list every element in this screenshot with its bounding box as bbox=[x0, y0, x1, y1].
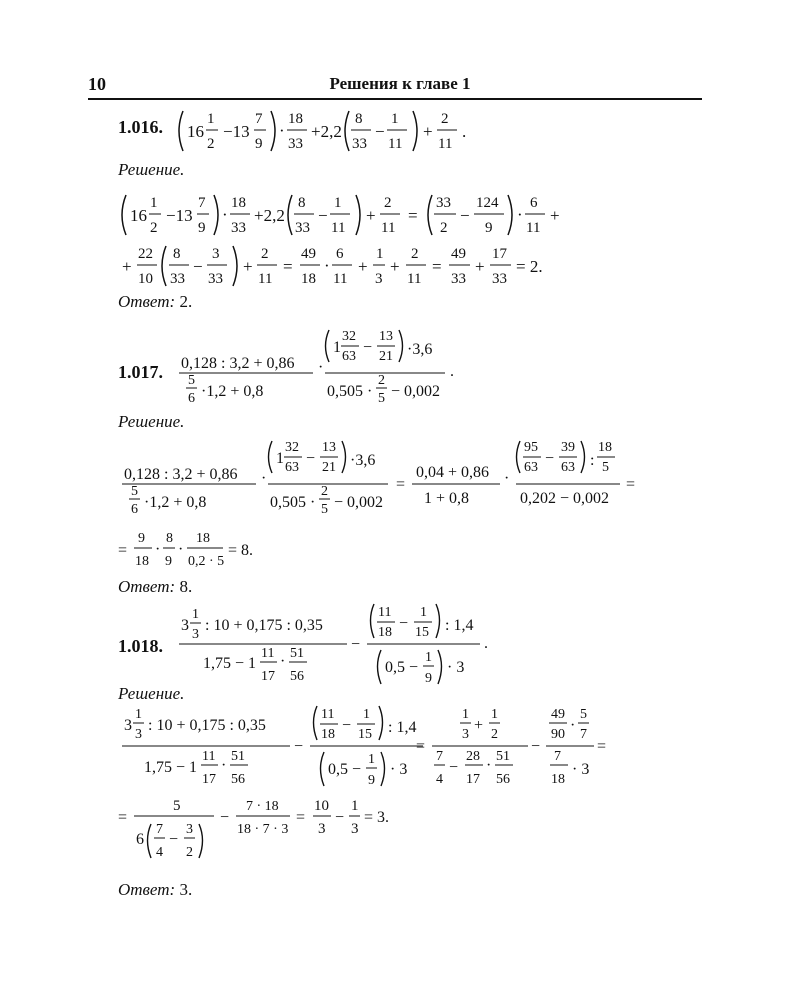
svg-text:=: = bbox=[416, 738, 426, 755]
svg-text:−: − bbox=[220, 809, 230, 826]
svg-text:49: 49 bbox=[451, 246, 466, 262]
svg-text:+: + bbox=[550, 206, 560, 225]
svg-text:33: 33 bbox=[288, 136, 303, 152]
svg-text:− 0,002: − 0,002 bbox=[334, 494, 384, 511]
svg-text:1: 1 bbox=[351, 798, 359, 814]
svg-text:7: 7 bbox=[156, 822, 163, 837]
svg-text:·: · bbox=[280, 653, 286, 670]
svg-text:11: 11 bbox=[331, 220, 346, 236]
svg-text:9: 9 bbox=[485, 220, 493, 236]
svg-text:11: 11 bbox=[378, 605, 392, 620]
svg-text:56: 56 bbox=[496, 772, 510, 787]
svg-text:−: − bbox=[351, 636, 361, 653]
svg-text:=: = bbox=[396, 476, 406, 493]
svg-text:: 10 + 0,175 : 0,35: : 10 + 0,175 : 0,35 bbox=[148, 717, 266, 734]
svg-text:9: 9 bbox=[368, 773, 375, 788]
svg-text:·: · bbox=[155, 541, 161, 558]
svg-text:56: 56 bbox=[290, 669, 304, 684]
solution-label-1017: Решение. bbox=[118, 412, 185, 431]
svg-text:33: 33 bbox=[295, 220, 310, 236]
svg-text:−13: −13 bbox=[166, 206, 193, 225]
svg-text:−: − bbox=[193, 257, 203, 276]
svg-text:: 1,4: : 1,4 bbox=[388, 719, 417, 736]
svg-text:0,04 + 0,86: 0,04 + 0,86 bbox=[416, 464, 490, 481]
svg-text:−: − bbox=[294, 738, 304, 755]
svg-text:·1,2 + 0,8: ·1,2 + 0,8 bbox=[144, 494, 207, 511]
problem-number-1016: 1.016. bbox=[118, 117, 163, 137]
svg-text:2: 2 bbox=[186, 845, 193, 860]
svg-text:2: 2 bbox=[150, 220, 158, 236]
svg-text:+: + bbox=[243, 257, 253, 276]
svg-text:+: + bbox=[366, 206, 376, 225]
problem-number-1018: 1.018. bbox=[118, 636, 163, 656]
svg-text:−13: −13 bbox=[223, 122, 250, 141]
svg-text:5: 5 bbox=[173, 798, 181, 814]
svg-text:+: + bbox=[423, 122, 433, 141]
svg-text:1: 1 bbox=[150, 195, 158, 211]
svg-text:+: + bbox=[390, 257, 400, 276]
svg-text:39: 39 bbox=[561, 440, 575, 455]
svg-text:·: · bbox=[324, 256, 330, 275]
svg-text:=: = bbox=[432, 257, 442, 276]
svg-text:11: 11 bbox=[202, 749, 216, 764]
svg-text:3: 3 bbox=[181, 617, 189, 634]
svg-text:18: 18 bbox=[598, 440, 612, 455]
svg-text:6: 6 bbox=[336, 246, 344, 262]
svg-text:− 0,002: − 0,002 bbox=[391, 383, 441, 400]
svg-text:13: 13 bbox=[322, 440, 336, 455]
svg-text:−: − bbox=[306, 450, 316, 467]
svg-text:95: 95 bbox=[524, 440, 538, 455]
svg-text:10: 10 bbox=[314, 798, 329, 814]
svg-text:· 3: · 3 bbox=[447, 659, 465, 676]
solution-1018-line1 bbox=[118, 700, 618, 794]
svg-text:1,75 − 1: 1,75 − 1 bbox=[144, 759, 198, 776]
svg-text:1 + 0,8: 1 + 0,8 bbox=[424, 490, 470, 507]
svg-text:1,75 − 1: 1,75 − 1 bbox=[203, 655, 257, 672]
svg-text:=: = bbox=[118, 542, 128, 559]
svg-text:9: 9 bbox=[425, 671, 432, 686]
svg-text:·: · bbox=[486, 757, 492, 774]
svg-text:: 1,4: : 1,4 bbox=[445, 617, 474, 634]
svg-text:·: · bbox=[517, 205, 523, 224]
svg-text:32: 32 bbox=[342, 329, 356, 344]
svg-text:11: 11 bbox=[261, 646, 275, 661]
svg-text:8: 8 bbox=[173, 246, 181, 262]
svg-text:63: 63 bbox=[561, 460, 575, 475]
svg-text:−: − bbox=[169, 831, 179, 848]
svg-text:4: 4 bbox=[436, 772, 443, 787]
svg-text:11: 11 bbox=[526, 220, 541, 236]
svg-text:·: · bbox=[221, 757, 227, 774]
svg-text:·: · bbox=[222, 205, 228, 224]
answer-label: Ответ: bbox=[118, 577, 176, 596]
svg-text:11: 11 bbox=[333, 271, 348, 287]
solution-1017-line2 bbox=[118, 525, 318, 575]
solution-1017-line1 bbox=[118, 435, 658, 517]
svg-text:51: 51 bbox=[290, 646, 304, 661]
svg-text:11: 11 bbox=[388, 136, 403, 152]
svg-text:−: − bbox=[399, 615, 409, 632]
svg-text:18: 18 bbox=[196, 531, 210, 546]
problem-number-1017: 1.017. bbox=[118, 362, 163, 382]
svg-text:2: 2 bbox=[261, 246, 269, 262]
svg-text:=: = bbox=[283, 257, 293, 276]
svg-text:1: 1 bbox=[207, 111, 215, 127]
svg-text:7: 7 bbox=[436, 749, 443, 764]
problem-1017-expression bbox=[175, 324, 475, 404]
svg-text:−: − bbox=[375, 122, 385, 141]
svg-text:3: 3 bbox=[192, 627, 199, 642]
svg-text:−: − bbox=[335, 809, 345, 826]
svg-text:33: 33 bbox=[208, 271, 223, 287]
svg-text:0,128 : 3,2 + 0,86: 0,128 : 3,2 + 0,86 bbox=[124, 466, 238, 483]
svg-text:= 2.: = 2. bbox=[516, 257, 543, 276]
svg-text:·: · bbox=[504, 470, 510, 487]
svg-text:0,505 ·: 0,505 · bbox=[270, 494, 316, 511]
svg-text:18: 18 bbox=[321, 727, 335, 742]
svg-text:15: 15 bbox=[358, 727, 372, 742]
svg-text:1: 1 bbox=[376, 246, 384, 262]
svg-text:32: 32 bbox=[285, 440, 299, 455]
svg-text:9: 9 bbox=[138, 531, 145, 546]
svg-text:·: · bbox=[279, 121, 285, 140]
svg-text:11: 11 bbox=[407, 271, 422, 287]
svg-text:90: 90 bbox=[551, 727, 565, 742]
svg-text:51: 51 bbox=[496, 749, 510, 764]
svg-text:2: 2 bbox=[441, 111, 449, 127]
svg-text:0,5 −: 0,5 − bbox=[328, 761, 362, 778]
svg-text:−: − bbox=[363, 339, 373, 356]
svg-text:−: − bbox=[342, 717, 352, 734]
svg-text:9: 9 bbox=[198, 220, 206, 236]
solution-label-1018: Решение. bbox=[118, 684, 185, 703]
svg-text:9: 9 bbox=[165, 554, 172, 569]
svg-text:124: 124 bbox=[476, 195, 499, 211]
svg-text:1: 1 bbox=[333, 339, 341, 356]
svg-text:0,2 · 5: 0,2 · 5 bbox=[188, 554, 225, 569]
svg-text:6: 6 bbox=[530, 195, 538, 211]
svg-text:56: 56 bbox=[231, 772, 245, 787]
svg-text:1: 1 bbox=[420, 605, 427, 620]
svg-text:2: 2 bbox=[207, 136, 215, 152]
solution-1016-line2 bbox=[118, 238, 578, 294]
svg-text:−: − bbox=[545, 450, 555, 467]
svg-text:.: . bbox=[462, 122, 467, 141]
svg-text:5: 5 bbox=[321, 502, 328, 517]
svg-text:−: − bbox=[449, 759, 459, 776]
svg-text:1: 1 bbox=[391, 111, 399, 127]
svg-text:1: 1 bbox=[368, 752, 375, 767]
svg-text:49: 49 bbox=[301, 246, 316, 262]
svg-text:3: 3 bbox=[375, 271, 383, 287]
svg-text:.: . bbox=[450, 363, 454, 380]
svg-text:11: 11 bbox=[438, 136, 453, 152]
svg-text:9: 9 bbox=[255, 136, 263, 152]
svg-text:0,505 ·: 0,505 · bbox=[327, 383, 373, 400]
svg-text:·1,2 + 0,8: ·1,2 + 0,8 bbox=[201, 383, 264, 400]
svg-text:18: 18 bbox=[288, 111, 303, 127]
svg-text:2: 2 bbox=[321, 484, 328, 499]
svg-text:2: 2 bbox=[491, 727, 498, 742]
svg-text:5: 5 bbox=[602, 460, 609, 475]
svg-text:18: 18 bbox=[231, 195, 246, 211]
svg-text:3: 3 bbox=[318, 821, 326, 837]
svg-text:+: + bbox=[475, 257, 485, 276]
svg-text:11: 11 bbox=[381, 220, 396, 236]
svg-text:·: · bbox=[178, 541, 184, 558]
svg-text::: : bbox=[590, 452, 595, 469]
svg-text:8: 8 bbox=[298, 195, 306, 211]
svg-text:· 3: · 3 bbox=[572, 761, 590, 778]
svg-text:·: · bbox=[570, 717, 576, 734]
svg-text:1: 1 bbox=[425, 650, 432, 665]
svg-text:4: 4 bbox=[156, 845, 163, 860]
svg-text:6: 6 bbox=[136, 831, 144, 848]
svg-text:·: · bbox=[261, 470, 267, 487]
svg-text:63: 63 bbox=[285, 460, 299, 475]
svg-text:7: 7 bbox=[255, 111, 263, 127]
solution-1018-line2 bbox=[118, 792, 438, 866]
svg-text:5: 5 bbox=[131, 484, 138, 499]
svg-text:13: 13 bbox=[379, 329, 393, 344]
svg-text:+2,2: +2,2 bbox=[311, 122, 342, 141]
svg-text:17: 17 bbox=[202, 772, 216, 787]
svg-text:= 8.: = 8. bbox=[228, 542, 254, 559]
svg-text:33: 33 bbox=[170, 271, 185, 287]
problem-1016-expression bbox=[175, 103, 495, 159]
svg-text:=: = bbox=[296, 809, 306, 826]
svg-text:1: 1 bbox=[462, 707, 469, 722]
svg-text:33: 33 bbox=[436, 195, 451, 211]
svg-text:2: 2 bbox=[411, 246, 419, 262]
answer-label: Ответ: bbox=[118, 292, 176, 311]
svg-text:−: − bbox=[460, 206, 470, 225]
solution-1016-line1 bbox=[118, 187, 588, 243]
svg-text:18: 18 bbox=[551, 772, 565, 787]
svg-text:· 3: · 3 bbox=[390, 761, 408, 778]
svg-text:28: 28 bbox=[466, 749, 480, 764]
svg-text:7: 7 bbox=[198, 195, 206, 211]
svg-text:=: = bbox=[597, 738, 607, 755]
svg-text:5: 5 bbox=[188, 373, 195, 388]
svg-text:2: 2 bbox=[440, 220, 448, 236]
header-rule bbox=[88, 98, 702, 100]
svg-text:3: 3 bbox=[212, 246, 220, 262]
svg-text:16: 16 bbox=[130, 206, 147, 225]
svg-text:+: + bbox=[474, 717, 484, 734]
svg-text:=: = bbox=[408, 206, 418, 225]
svg-text:: 10 + 0,175 : 0,35: : 10 + 0,175 : 0,35 bbox=[205, 617, 323, 634]
svg-text:6: 6 bbox=[131, 502, 138, 517]
svg-text:3: 3 bbox=[135, 727, 142, 742]
svg-text:3: 3 bbox=[186, 822, 193, 837]
svg-text:21: 21 bbox=[322, 460, 336, 475]
svg-text:5: 5 bbox=[580, 707, 587, 722]
svg-text:3: 3 bbox=[351, 821, 359, 837]
svg-text:·3,6: ·3,6 bbox=[407, 341, 433, 358]
svg-text:22: 22 bbox=[138, 246, 153, 262]
svg-text:1: 1 bbox=[276, 450, 284, 467]
svg-text:33: 33 bbox=[492, 271, 507, 287]
svg-text:0,5 −: 0,5 − bbox=[385, 659, 419, 676]
answer-value-1016: 2. bbox=[179, 292, 193, 311]
running-header-title: Решения к главе 1 bbox=[329, 74, 471, 93]
svg-text:−: − bbox=[318, 206, 328, 225]
svg-text:10: 10 bbox=[138, 271, 153, 287]
page-number: 10 bbox=[88, 74, 106, 94]
svg-text:+2,2: +2,2 bbox=[254, 206, 285, 225]
answer-value-1017: 8. bbox=[179, 577, 193, 596]
svg-text:−: − bbox=[531, 738, 541, 755]
svg-text:1: 1 bbox=[135, 707, 142, 722]
svg-text:18: 18 bbox=[378, 625, 392, 640]
svg-text:·: · bbox=[318, 359, 324, 376]
svg-text:·3,6: ·3,6 bbox=[350, 452, 376, 469]
svg-text:6: 6 bbox=[188, 391, 195, 404]
svg-text:15: 15 bbox=[415, 625, 429, 640]
svg-text:0,202 − 0,002: 0,202 − 0,002 bbox=[520, 490, 610, 507]
answer-1017 bbox=[118, 577, 192, 597]
svg-text:3: 3 bbox=[462, 727, 469, 742]
svg-text:1: 1 bbox=[491, 707, 498, 722]
svg-text:=: = bbox=[626, 476, 636, 493]
svg-text:63: 63 bbox=[524, 460, 538, 475]
svg-text:18 · 7 · 3: 18 · 7 · 3 bbox=[237, 822, 289, 837]
svg-text:= 3.: = 3. bbox=[364, 809, 390, 826]
svg-text:5: 5 bbox=[378, 391, 385, 404]
svg-text:7: 7 bbox=[554, 749, 561, 764]
svg-text:+: + bbox=[122, 257, 132, 276]
svg-text:1: 1 bbox=[334, 195, 342, 211]
svg-text:33: 33 bbox=[451, 271, 466, 287]
answer-label: Ответ: bbox=[118, 880, 176, 899]
svg-text:8: 8 bbox=[166, 531, 173, 546]
svg-text:1: 1 bbox=[363, 707, 370, 722]
svg-text:21: 21 bbox=[379, 349, 393, 364]
svg-text:2: 2 bbox=[384, 195, 392, 211]
svg-text:8: 8 bbox=[355, 111, 363, 127]
svg-text:7 · 18: 7 · 18 bbox=[246, 799, 279, 814]
svg-text:11: 11 bbox=[258, 271, 273, 287]
svg-text:17: 17 bbox=[261, 669, 275, 684]
svg-text:3: 3 bbox=[124, 717, 132, 734]
svg-text:51: 51 bbox=[231, 749, 245, 764]
svg-text:0,128 : 3,2 + 0,86: 0,128 : 3,2 + 0,86 bbox=[181, 355, 295, 372]
svg-text:7: 7 bbox=[580, 727, 587, 742]
answer-1016 bbox=[118, 292, 192, 312]
svg-text:63: 63 bbox=[342, 349, 356, 364]
svg-text:16: 16 bbox=[187, 122, 204, 141]
svg-text:11: 11 bbox=[321, 707, 335, 722]
svg-text:49: 49 bbox=[551, 707, 565, 722]
svg-text:17: 17 bbox=[466, 772, 480, 787]
svg-text:17: 17 bbox=[492, 246, 507, 262]
problem-1018-expression bbox=[175, 600, 495, 686]
svg-text:=: = bbox=[118, 809, 128, 826]
svg-text:33: 33 bbox=[231, 220, 246, 236]
svg-text:33: 33 bbox=[352, 136, 367, 152]
svg-text:+: + bbox=[358, 257, 368, 276]
svg-text:1: 1 bbox=[192, 607, 199, 622]
svg-text:.: . bbox=[484, 635, 488, 652]
answer-value-1018: 3. bbox=[179, 880, 193, 899]
svg-text:18: 18 bbox=[301, 271, 316, 287]
solution-label-1016: Решение. bbox=[118, 160, 185, 179]
answer-1018 bbox=[118, 880, 192, 900]
svg-text:18: 18 bbox=[135, 554, 149, 569]
svg-text:2: 2 bbox=[378, 373, 385, 388]
